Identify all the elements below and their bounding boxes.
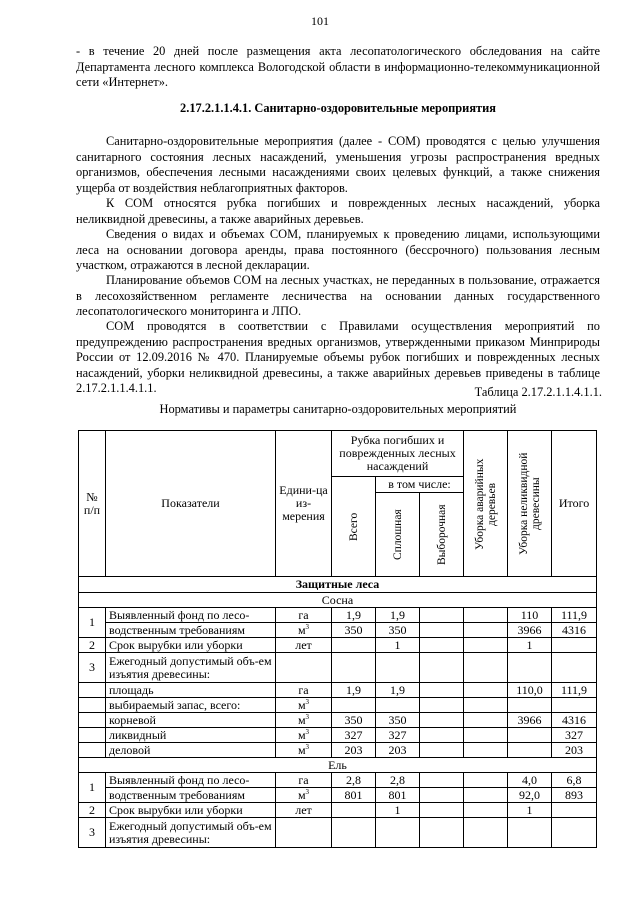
header-felling-group: Рубка погибших и поврежденных лесных насаждений: [332, 431, 464, 477]
illiquid-cell: 1: [508, 638, 552, 653]
clear-cell: [376, 818, 420, 848]
emergency-cell: [464, 698, 508, 713]
unit-cell: $м^3$: [276, 728, 332, 743]
grand-total-cell: [552, 653, 597, 683]
selective-cell: [420, 683, 464, 698]
selective-cell: [420, 623, 464, 638]
total-all-cell: [332, 803, 376, 818]
table-row: [79, 818, 597, 848]
row-number: 3: [79, 818, 106, 848]
illiquid-cell: [508, 743, 552, 758]
emergency-cell: [464, 728, 508, 743]
grand-total-cell: [552, 638, 597, 653]
row-number: [79, 743, 106, 758]
illiquid-cell: [508, 653, 552, 683]
row-number: 1: [79, 608, 106, 638]
grand-total-cell: 327: [552, 728, 597, 743]
selective-cell: [420, 638, 464, 653]
grand-total-cell: [552, 803, 597, 818]
row-label: Выявленный фонд по лесо-: [106, 608, 276, 623]
intro-paragraph: - в течение 20 дней после размещения акта лесопатологического обследования на сайте Департамента лесного комплекса Вологодской области в информационно-телекоммуникационной сети «Интернет».: [76, 44, 600, 89]
table-caption: Нормативы и параметры санитарно-оздоровительных мероприятий: [159, 402, 517, 416]
emergency-cell: [464, 653, 508, 683]
grand-total-cell: 893: [552, 788, 597, 803]
row-label: Ежегодный допустимый объ-ем изъятия древесины:: [106, 818, 276, 848]
header-grand-total: Итого: [552, 431, 597, 577]
total-all-cell: 1,9: [332, 683, 376, 698]
header-incl: в том числе:: [376, 477, 464, 493]
header-unit: Едини-ца из-мерения: [276, 431, 332, 577]
emergency-cell: [464, 608, 508, 623]
illiquid-cell: [508, 698, 552, 713]
emergency-cell: [464, 638, 508, 653]
unit-cell: га: [276, 773, 332, 788]
row-number: [79, 713, 106, 728]
row-label: Ежегодный допустимый объ-ем изъятия древесины:: [106, 653, 276, 683]
species-row: Ель: [79, 758, 597, 773]
selective-cell: [420, 713, 464, 728]
page-number: 101: [311, 14, 329, 28]
paragraph-3: Сведения о видах и объемах СОМ, планируемых к проведению лицами, использующими леса на основании договора аренды, права постоянного (бессрочного) пользования лесным участком, отражаются в лесной декларации.: [76, 227, 600, 272]
paragraph-5: СОМ проводятся в соответствии с Правилами осуществления мероприятий по предупреждению распространения вредных организмов, утвержденными приказом Минприроды России от 12.09.2016 № 470. Планируемые объемы рубок погибших и поврежденных лесных насаждений, уборки неликвидной древесины, а также аварийных деревьев приведены в таблице 2.17.2.1.1.4.1.1.: [76, 319, 600, 395]
selective-cell: [420, 608, 464, 623]
selective-cell: [420, 788, 464, 803]
table-row: [79, 638, 597, 653]
table-row: [79, 803, 597, 818]
header-num: № п/п: [79, 431, 106, 577]
table-row: [79, 623, 597, 638]
emergency-cell: [464, 788, 508, 803]
header-illiquid: Уборка неликвидной древесины: [508, 431, 552, 577]
table-row: [79, 608, 597, 623]
unit-cell: лет: [276, 638, 332, 653]
clear-cell: 801: [376, 788, 420, 803]
total-all-cell: 327: [332, 728, 376, 743]
total-all-cell: [332, 818, 376, 848]
grand-total-cell: 4316: [552, 713, 597, 728]
emergency-cell: [464, 773, 508, 788]
unit-cell: $м^3$: [276, 713, 332, 728]
clear-cell: 1,9: [376, 608, 420, 623]
emergency-cell: [464, 818, 508, 848]
row-number: [79, 683, 106, 698]
row-number: 2: [79, 803, 106, 818]
header-emergency: Уборка аварийных деревьев: [464, 431, 508, 577]
selective-cell: [420, 773, 464, 788]
row-number: 3: [79, 653, 106, 683]
unit-cell: га: [276, 608, 332, 623]
table-row: [79, 788, 597, 803]
clear-cell: 350: [376, 623, 420, 638]
row-label: Срок вырубки или уборки: [106, 638, 276, 653]
grand-total-cell: 4316: [552, 623, 597, 638]
selective-cell: [420, 743, 464, 758]
row-label: корневой: [106, 713, 276, 728]
table-row: [79, 653, 597, 683]
selective-cell: [420, 818, 464, 848]
grand-total-cell: 111,9: [552, 683, 597, 698]
row-label: выбираемый запас, всего:: [106, 698, 276, 713]
row-label: ликвидный: [106, 728, 276, 743]
table-row: [79, 683, 597, 698]
total-all-cell: [332, 653, 376, 683]
selective-cell: [420, 803, 464, 818]
table-number: Таблица 2.17.2.1.1.4.1.1.: [474, 385, 602, 399]
clear-cell: 1,9: [376, 683, 420, 698]
selective-cell: [420, 653, 464, 683]
unit-cell: га: [276, 683, 332, 698]
illiquid-cell: [508, 728, 552, 743]
section-heading: 2.17.2.1.1.4.1. Санитарно-оздоровительные мероприятия: [180, 101, 496, 115]
illiquid-cell: 110,0: [508, 683, 552, 698]
grand-total-cell: [552, 698, 597, 713]
emergency-cell: [464, 623, 508, 638]
emergency-cell: [464, 803, 508, 818]
row-label: площадь: [106, 683, 276, 698]
unit-cell: $м^3$: [276, 623, 332, 638]
clear-cell: [376, 653, 420, 683]
unit-cell: [276, 818, 332, 848]
row-number: [79, 728, 106, 743]
total-all-cell: 2,8: [332, 773, 376, 788]
header-total-all: Всего: [332, 477, 376, 577]
illiquid-cell: 110: [508, 608, 552, 623]
row-label: Срок вырубки или уборки: [106, 803, 276, 818]
clear-cell: [376, 698, 420, 713]
table-row: [79, 713, 597, 728]
clear-cell: 203: [376, 743, 420, 758]
row-label: водственным требованиям: [106, 623, 276, 638]
illiquid-cell: 3966: [508, 623, 552, 638]
table-row: [79, 698, 597, 713]
illiquid-cell: 4,0: [508, 773, 552, 788]
header-indicator: Показатели: [106, 431, 276, 577]
illiquid-cell: [508, 818, 552, 848]
clear-cell: 1: [376, 638, 420, 653]
paragraph-4: Планирование объемов СОМ на лесных участках, не переданных в пользование, отражается в лесохозяйственном регламенте лесничества на основании данных государственного лесопатологического мониторинга и ЛПО.: [76, 273, 600, 318]
table-row: [79, 728, 597, 743]
clear-cell: 327: [376, 728, 420, 743]
illiquid-cell: 3966: [508, 713, 552, 728]
illiquid-cell: 1: [508, 803, 552, 818]
clear-cell: 1: [376, 803, 420, 818]
selective-cell: [420, 698, 464, 713]
unit-cell: лет: [276, 803, 332, 818]
total-all-cell: [332, 638, 376, 653]
unit-cell: $м^3$: [276, 743, 332, 758]
total-all-cell: 350: [332, 713, 376, 728]
selective-cell: [420, 728, 464, 743]
row-label: водственным требованиям: [106, 788, 276, 803]
grand-total-cell: 111,9: [552, 608, 597, 623]
grand-total-cell: [552, 818, 597, 848]
total-all-cell: [332, 698, 376, 713]
total-all-cell: 203: [332, 743, 376, 758]
clear-cell: 350: [376, 713, 420, 728]
row-number: 2: [79, 638, 106, 653]
illiquid-cell: 92,0: [508, 788, 552, 803]
grand-total-cell: 6,8: [552, 773, 597, 788]
total-all-cell: 350: [332, 623, 376, 638]
emergency-cell: [464, 683, 508, 698]
section-row: Защитные леса: [79, 577, 597, 593]
emergency-cell: [464, 713, 508, 728]
unit-cell: $м^3$: [276, 788, 332, 803]
row-label: деловой: [106, 743, 276, 758]
row-number: 1: [79, 773, 106, 803]
total-all-cell: 1,9: [332, 608, 376, 623]
row-label: Выявленный фонд по лесо-: [106, 773, 276, 788]
table-row: [79, 773, 597, 788]
grand-total-cell: 203: [552, 743, 597, 758]
emergency-cell: [464, 743, 508, 758]
table-row: [79, 743, 597, 758]
paragraph-2: К СОМ относятся рубка погибших и поврежденных лесных насаждений, уборка неликвидной древесины, а также аварийных деревьев.: [76, 196, 600, 226]
paragraph-1: Санитарно-оздоровительные мероприятия (далее - СОМ) проводятся с целью улучшения санитарного состояния лесных насаждений, уменьшения угрозы распространения вредных организмов, обеспечения лесными насаждениями своих целевых функций, а также снижения ущерба от воздействия неблагоприятных факторов.: [76, 134, 600, 195]
header-selective: Выборочная: [420, 493, 464, 577]
total-all-cell: 801: [332, 788, 376, 803]
som-table: [78, 430, 597, 848]
species-row: Сосна: [79, 593, 597, 608]
header-clear: Сплошная: [376, 493, 420, 577]
unit-cell: $м^3$: [276, 698, 332, 713]
clear-cell: 2,8: [376, 773, 420, 788]
row-number: [79, 698, 106, 713]
unit-cell: [276, 653, 332, 683]
